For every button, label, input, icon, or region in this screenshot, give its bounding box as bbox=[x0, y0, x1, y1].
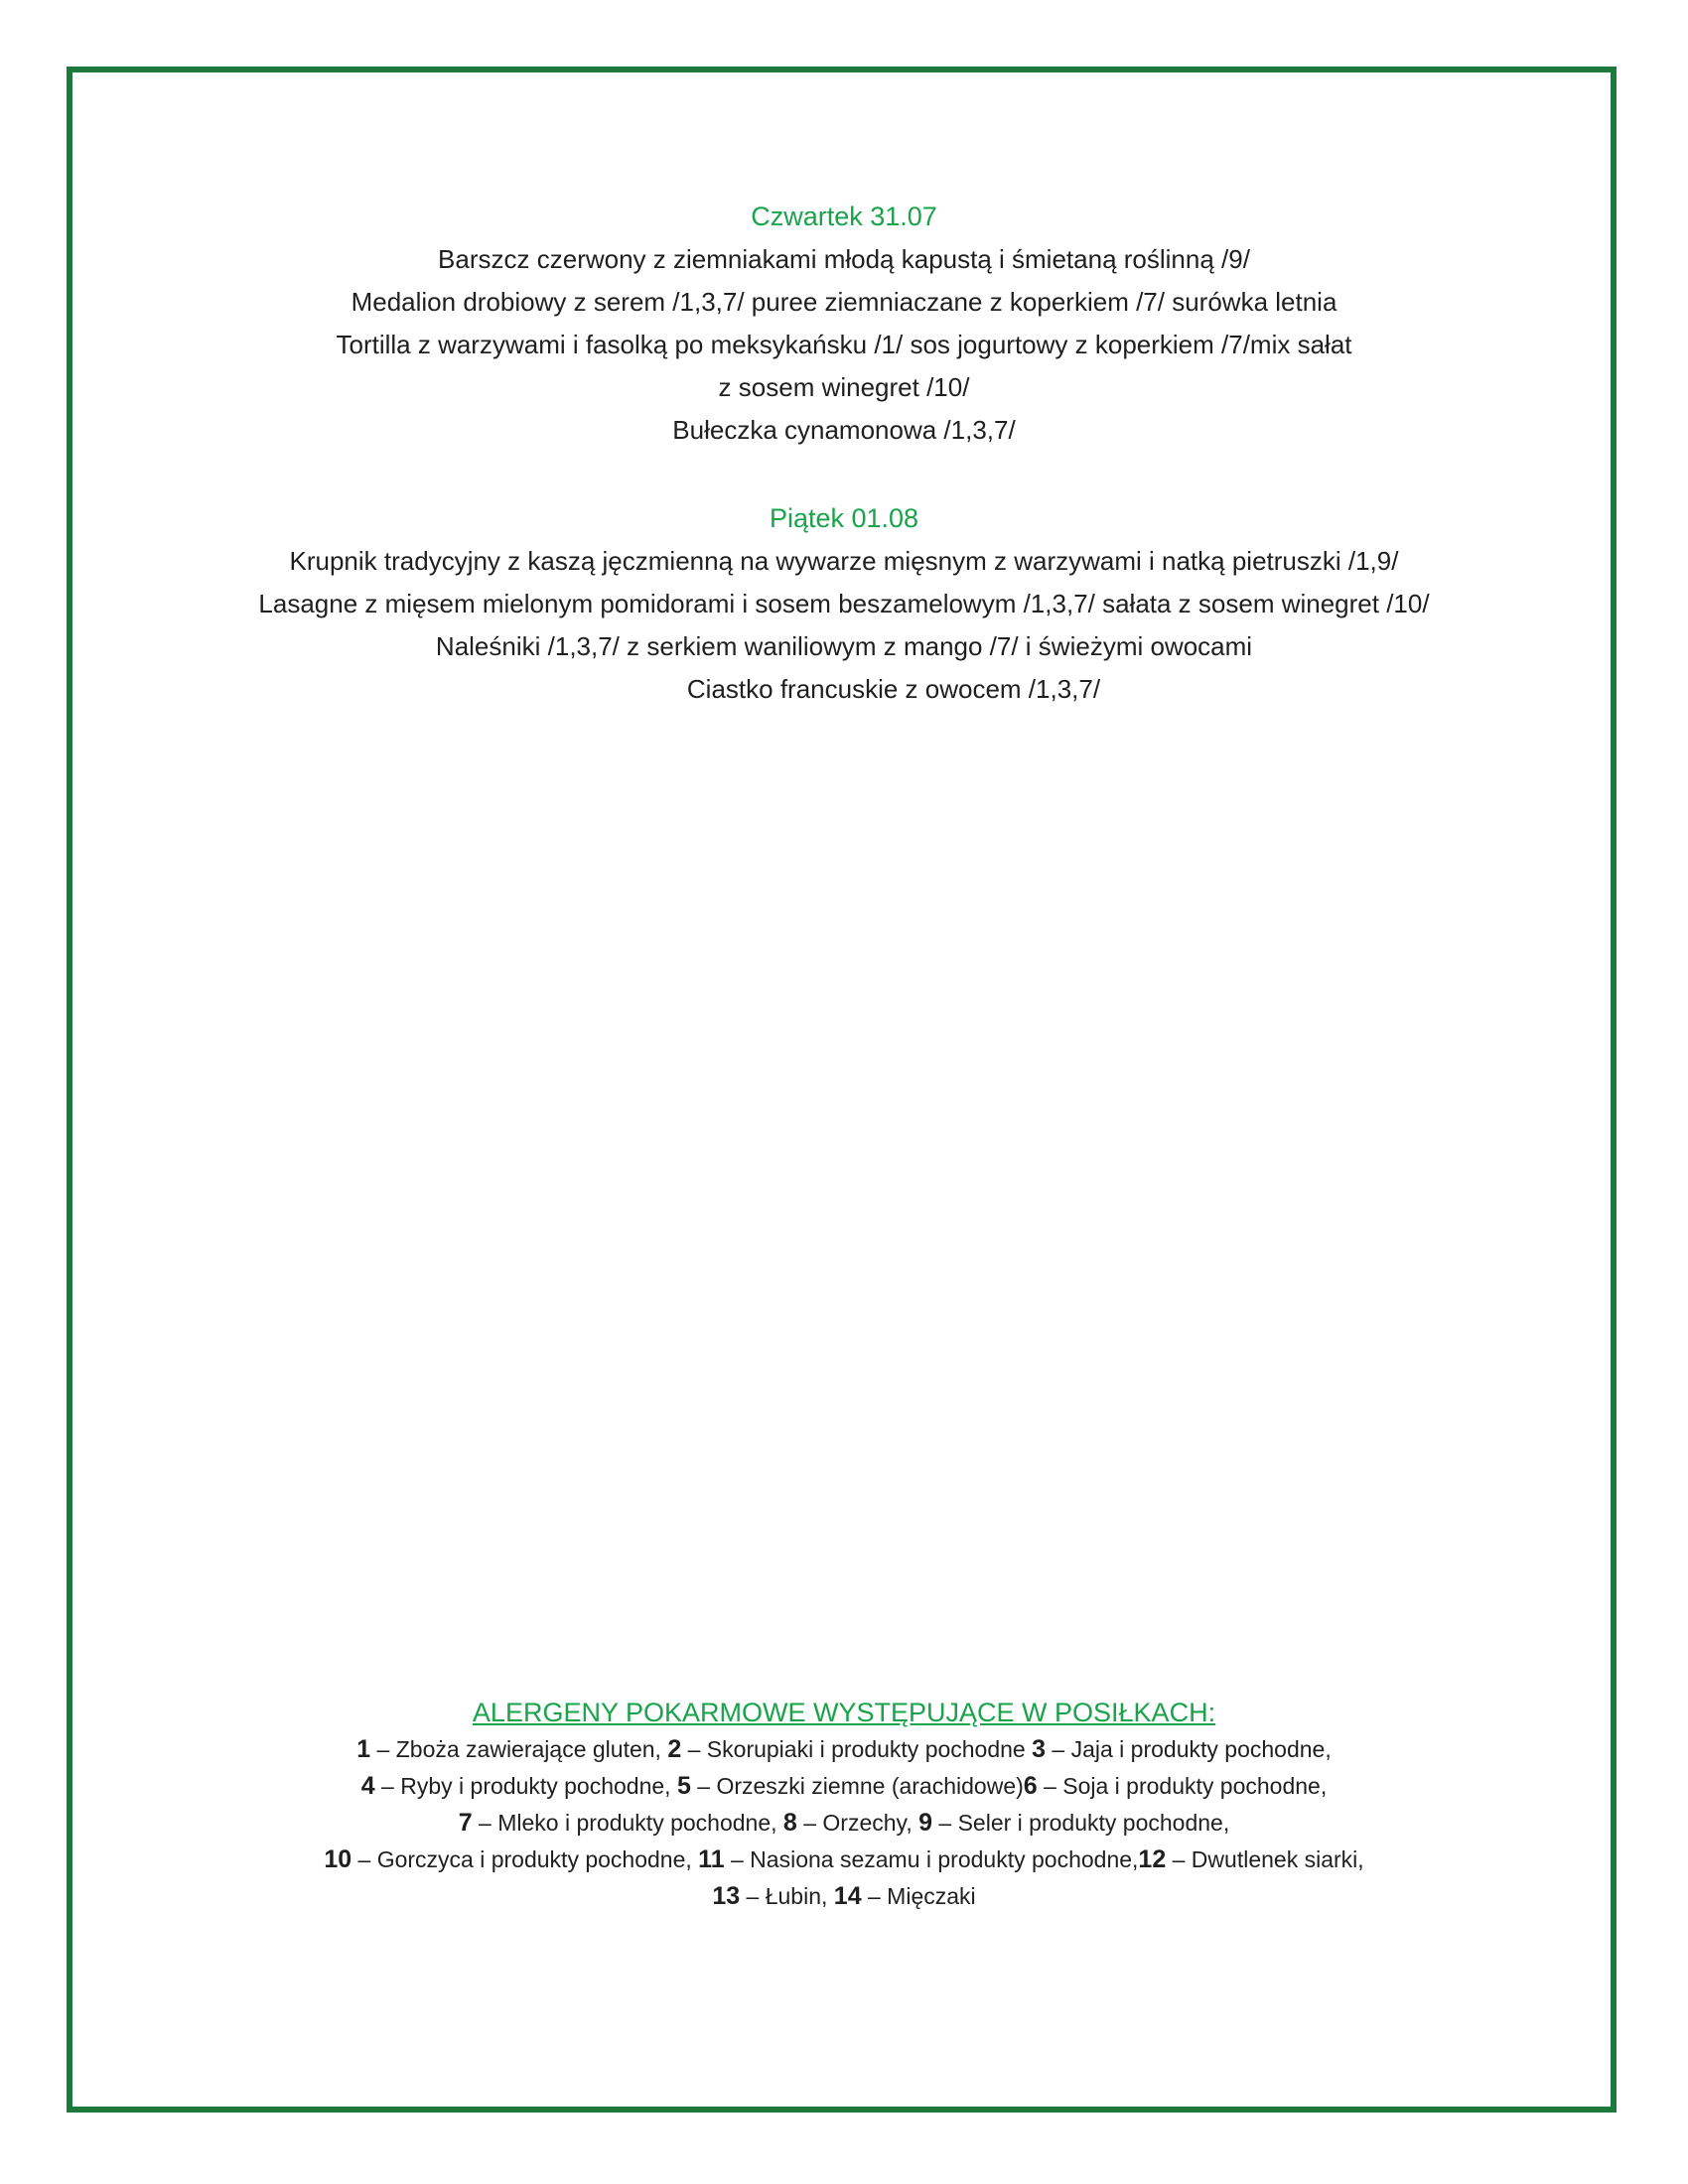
allergen-line bbox=[0, 1878, 1688, 1915]
allergen-line bbox=[0, 1842, 1688, 1878]
allergen-legend bbox=[0, 1694, 1688, 1915]
menu-item: Naleśniki /1,3,7/ z serkiem waniliowym z mango /7/ i świeżymi owocami bbox=[435, 631, 1253, 661]
menu-item: Barszcz czerwony z ziemniakami młodą kapustą i śmietaną roślinną /9/ bbox=[438, 244, 1250, 274]
menu-item: Medalion drobiowy z serem /1,3,7/ puree ziemniaczane z koperkiem /7/ surówka letnia bbox=[351, 287, 1337, 317]
day-section-thursday bbox=[0, 195, 1688, 452]
allergen-label: – Mleko i produkty pochodne, bbox=[472, 1810, 783, 1836]
day-title: Czwartek 31.07 bbox=[751, 202, 937, 231]
allergen-label: – Jaja i produkty pochodne, bbox=[1046, 1736, 1332, 1762]
allergen-number: 10 bbox=[324, 1845, 352, 1873]
allergen-label: – Łubin, bbox=[740, 1883, 834, 1909]
allergen-label: – Mięczaki bbox=[861, 1883, 976, 1909]
allergen-number: 8 bbox=[782, 1809, 797, 1837]
allergen-label: – Zboża zawierające gluten, bbox=[370, 1736, 668, 1762]
allergen-line bbox=[0, 1731, 1688, 1768]
allergen-label: – Seler i produkty pochodne, bbox=[932, 1810, 1230, 1836]
allergen-label: – Ryby i produkty pochodne, bbox=[374, 1773, 677, 1799]
menu-item: Lasagne z mięsem mielonym pomidorami i sosem beszamelowym /1,3,7/ sałata z sosem winegret /10/ bbox=[258, 589, 1430, 618]
allergen-label: – Orzechy, bbox=[796, 1810, 919, 1836]
allergen-number: 7 bbox=[458, 1809, 473, 1837]
allergen-number: 2 bbox=[667, 1735, 682, 1763]
allergen-number: 4 bbox=[360, 1772, 375, 1800]
day-section-friday bbox=[0, 496, 1688, 711]
allergen-label: – Dwutlenek siarki, bbox=[1166, 1846, 1364, 1872]
allergen-label: – Soja i produkty pochodne, bbox=[1037, 1773, 1328, 1799]
allergen-number: 5 bbox=[676, 1772, 691, 1800]
allergen-line bbox=[0, 1768, 1688, 1805]
allergen-label: – Nasiona sezamu i produkty pochodne, bbox=[724, 1846, 1139, 1872]
allergen-title: ALERGENY POKARMOWE WYSTĘPUJĄCE W POSIŁKACH: bbox=[472, 1698, 1216, 1727]
allergen-number: 11 bbox=[698, 1845, 725, 1873]
allergen-label: – Orzeszki ziemne (arachidowe) bbox=[690, 1773, 1024, 1799]
allergen-number: 12 bbox=[1138, 1845, 1167, 1873]
allergen-number: 6 bbox=[1023, 1772, 1038, 1800]
allergen-number: 13 bbox=[712, 1882, 741, 1910]
allergen-number: 14 bbox=[833, 1882, 862, 1910]
allergen-label: – Skorupiaki i produkty pochodne bbox=[681, 1736, 1033, 1762]
menu-item: Bułeczka cynamonowa /1,3,7/ bbox=[672, 415, 1016, 445]
menu-item: Tortilla z warzywami i fasolką po meksykańsku /1/ sos jogurtowy z koperkiem /7/mix sałat bbox=[336, 330, 1352, 359]
menu-item: Ciastko francuskie z owocem /1,3,7/ bbox=[686, 674, 1101, 704]
day-title: Piątek 01.08 bbox=[769, 503, 919, 533]
allergen-number: 1 bbox=[356, 1735, 371, 1763]
allergen-label: – Gorczyca i produkty pochodne, bbox=[352, 1846, 699, 1872]
allergen-number: 9 bbox=[918, 1809, 933, 1837]
allergen-line bbox=[0, 1805, 1688, 1842]
menu-item: z sosem winegret /10/ bbox=[718, 372, 970, 402]
allergen-number: 3 bbox=[1032, 1735, 1047, 1763]
menu-item: Krupnik tradycyjny z kaszą jęczmienną na wywarze mięsnym z warzywami i natką pietruszki /1,9/ bbox=[289, 546, 1399, 576]
